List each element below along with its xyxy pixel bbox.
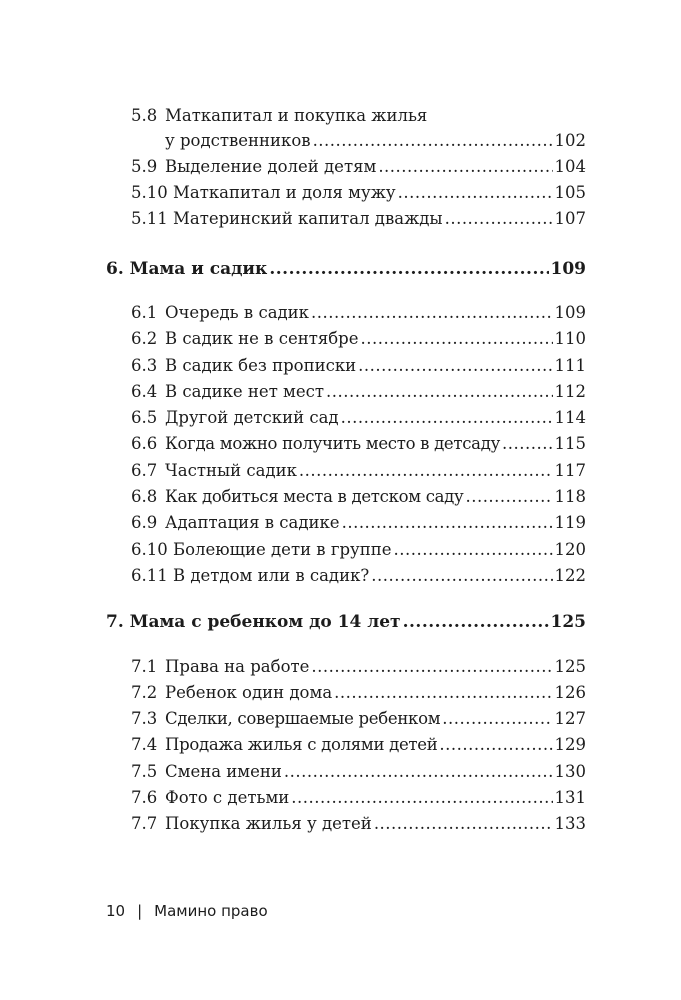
- toc-entry-page: 102: [554, 131, 586, 150]
- toc-entry-page: 118: [554, 487, 586, 506]
- toc-entry-6-10[interactable]: [131, 540, 586, 560]
- toc-entry-5-8-line1: [131, 106, 586, 126]
- toc-entry-6-4[interactable]: [131, 382, 586, 402]
- toc-entry-number: 6.7: [131, 461, 158, 480]
- toc-entry-number: 7.1: [131, 657, 158, 676]
- toc-entry-page: 115: [554, 434, 586, 453]
- toc-entry-7-5[interactable]: [131, 762, 586, 782]
- leader-dots: [502, 434, 553, 454]
- toc-entry-title: Продажа жилья с долями детей: [165, 735, 438, 754]
- leader-dots: [358, 356, 552, 376]
- leader-dots: [341, 408, 553, 428]
- toc-entry-page: 111: [554, 356, 586, 375]
- toc-entry-5-8-line2[interactable]: [165, 131, 586, 151]
- footer-page-number: 10: [106, 902, 126, 920]
- toc-entry-number: 7.7: [131, 814, 158, 833]
- toc-entry-title: Смена имени: [165, 762, 282, 781]
- leader-dots: [334, 683, 552, 703]
- toc-entry-page: 126: [554, 683, 586, 702]
- toc-entry-6-6[interactable]: [131, 434, 586, 454]
- toc-entry-number: 6.2: [131, 329, 158, 348]
- toc-entry-page: 120: [554, 540, 586, 559]
- toc-entry-page: 104: [554, 157, 586, 176]
- toc-entry-title: В детдом или в садик?: [173, 566, 370, 585]
- toc-entry-number: 5.8: [131, 106, 158, 125]
- leader-dots: [442, 709, 552, 729]
- toc-entry-page: 127: [554, 709, 586, 728]
- toc-entry-page: 109: [554, 303, 586, 322]
- toc-entry-page: 107: [554, 209, 586, 228]
- toc-entry-title: Фото с детьми: [165, 788, 290, 807]
- toc-chapter-6[interactable]: [106, 259, 586, 279]
- toc-chapter-title: 6. Мама и садик: [106, 259, 268, 279]
- toc-entry-number: 7.2: [131, 683, 158, 702]
- toc-entry-title: Адаптация в садике: [165, 513, 340, 532]
- toc-entry-number: 5.10: [131, 183, 168, 202]
- leader-dots: [299, 461, 553, 481]
- toc-entry-7-7[interactable]: [131, 814, 586, 834]
- toc-entry-6-2[interactable]: [131, 329, 586, 349]
- toc-entry-7-4[interactable]: [131, 735, 586, 755]
- toc-entry-number: 5.9: [131, 157, 158, 176]
- toc-entry-7-2[interactable]: [131, 683, 586, 703]
- toc-entry-page: 130: [554, 762, 586, 781]
- page-footer: [106, 901, 268, 921]
- toc-chapter-page: 125: [550, 612, 586, 632]
- toc-entry-number: 6.8: [131, 487, 158, 506]
- toc-entry-title: Права на работе: [165, 657, 310, 676]
- toc-chapter-title: 7. Мама с ребенком до 14 лет: [106, 612, 401, 632]
- toc-entry-5-11[interactable]: [131, 209, 586, 229]
- toc-entry-page: 110: [554, 329, 586, 348]
- toc-entry-number: 6.4: [131, 382, 158, 401]
- toc-entry-6-5[interactable]: [131, 408, 586, 428]
- toc-entry-7-1[interactable]: [131, 657, 586, 677]
- toc-entry-number: 6.5: [131, 408, 158, 427]
- toc-entry-title: В садике нет мест: [165, 382, 325, 401]
- leader-dots: [398, 183, 553, 203]
- toc-entry-number: 6.10: [131, 540, 168, 559]
- toc-entry-6-3[interactable]: [131, 356, 586, 376]
- footer-book-title: Мамино право: [154, 902, 268, 920]
- toc-entry-page: 105: [554, 183, 586, 202]
- toc-entry-page: 117: [554, 461, 586, 480]
- toc-entry-page: 119: [554, 513, 586, 532]
- leader-dots: [269, 259, 548, 279]
- toc-entry-page: 114: [554, 408, 586, 427]
- toc-entry-title: В садик без прописки: [165, 356, 357, 375]
- toc-entry-6-1[interactable]: [131, 303, 586, 323]
- leader-dots: [326, 382, 552, 402]
- toc-entry-title: Ребенок один дома: [165, 683, 333, 702]
- leader-dots: [371, 566, 552, 586]
- toc-entry-page: 129: [554, 735, 586, 754]
- toc-entry-7-6[interactable]: [131, 788, 586, 808]
- leader-dots: [311, 303, 553, 323]
- toc-entry-page: 131: [554, 788, 586, 807]
- toc-entry-7-3[interactable]: [131, 709, 586, 729]
- toc-entry-title: Маткапитал и покупка жилья: [165, 106, 428, 125]
- leader-dots: [374, 814, 553, 834]
- toc-entry-title: Как добиться места в детском саду: [165, 487, 464, 506]
- toc-entry-title: Выделение долей детям: [165, 157, 377, 176]
- leader-dots: [439, 735, 552, 755]
- toc-entry-number: 6.6: [131, 434, 158, 453]
- leader-dots: [445, 209, 553, 229]
- toc-entry-number: 6.1: [131, 303, 158, 322]
- toc-entry-number: 6.3: [131, 356, 158, 375]
- toc-entry-6-8[interactable]: [131, 487, 586, 507]
- leader-dots: [378, 157, 552, 177]
- toc-entry-title: Когда можно получить место в детсаду: [165, 434, 500, 453]
- leader-dots: [403, 612, 549, 632]
- toc-entry-title: Покупка жилья у детей: [165, 814, 372, 833]
- toc-entry-title: Другой детский сад: [165, 408, 339, 427]
- leader-dots: [291, 788, 552, 808]
- toc-entry-number: 6.11: [131, 566, 168, 585]
- toc-entry-page: 133: [554, 814, 586, 833]
- leader-dots: [284, 762, 553, 782]
- leader-dots: [465, 487, 552, 507]
- toc-entry-title: В садик не в сентябре: [165, 329, 359, 348]
- toc-chapter-7[interactable]: [106, 612, 586, 632]
- toc-entry-number: 6.9: [131, 513, 158, 532]
- toc-entry-number: 7.6: [131, 788, 158, 807]
- leader-dots: [361, 329, 553, 349]
- toc-entry-title: Болеющие дети в группе: [173, 540, 392, 559]
- toc-entry-5-9[interactable]: [131, 157, 586, 177]
- toc-entry-page: 112: [554, 382, 586, 401]
- toc-entry-6-11[interactable]: [131, 566, 586, 586]
- toc-entry-title: Маткапитал и доля мужу: [173, 183, 396, 202]
- toc-entry-title: Частный садик: [165, 461, 297, 480]
- toc-entry-page: 122: [554, 566, 586, 585]
- leader-dots: [311, 657, 552, 677]
- leader-dots: [394, 540, 553, 560]
- toc-entry-number: 7.5: [131, 762, 158, 781]
- toc-entry-page: 125: [554, 657, 586, 676]
- toc-entry-6-7[interactable]: [131, 461, 586, 481]
- toc-entry-title: Материнский капитал дважды: [173, 209, 443, 228]
- toc-entry-number: 7.4: [131, 735, 158, 754]
- toc-entry-number: 7.3: [131, 709, 158, 728]
- toc-entry-number: 5.11: [131, 209, 168, 228]
- toc-entry-5-10[interactable]: [131, 183, 586, 203]
- footer-separator: |: [137, 902, 143, 920]
- toc-entry-title: Очередь в садик: [165, 303, 309, 322]
- toc-chapter-page: 109: [550, 259, 586, 279]
- toc-entry-6-9[interactable]: [131, 513, 586, 533]
- toc-entry-title: Сделки, совершаемые ребенком: [165, 709, 441, 728]
- leader-dots: [342, 513, 553, 533]
- leader-dots: [313, 131, 553, 151]
- toc-entry-title: у родственников: [165, 131, 311, 150]
